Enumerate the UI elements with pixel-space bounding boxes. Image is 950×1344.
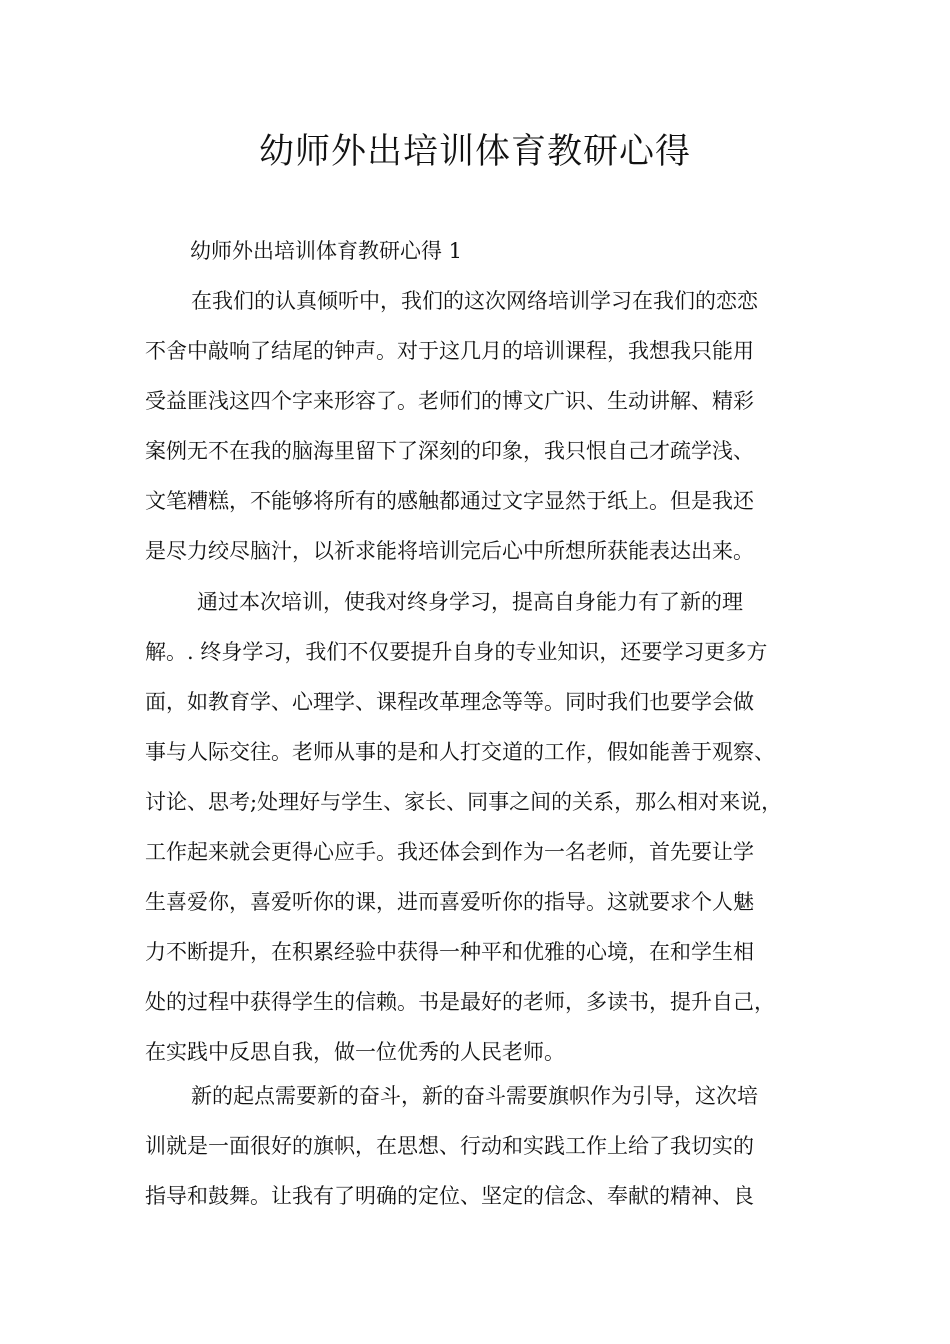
text-line: 在我们的认真倾听中，我们的这次网络培训学习在我们的恋恋 [191,289,758,313]
text-line: 解。. 终身学习，我们不仅要提升自身的专业知识，还要学习更多方 [145,640,768,664]
text-line: 文笔糟糕，不能够将所有的感触都通过文字显然于纸上。但是我还 [145,489,754,513]
text-line: 案例无不在我的脑海里留下了深刻的印象，我只恨自己才疏学浅、 [145,439,754,463]
text-line: 是尽力绞尽脑汁，以祈求能将培训完后心中所想所获能表达出来。 [145,539,754,563]
text-line: 不舍中敲响了结尾的钟声。对于这几月的培训课程，我想我只能用 [145,339,754,363]
text-line: 处的过程中获得学生的信赖。书是最好的老师，多读书，提升自己， [145,990,775,1014]
text-line: 新的起点需要新的奋斗，新的奋斗需要旗帜作为引导，这次培 [191,1084,758,1108]
paragraph-1 [145,276,825,576]
text-line: 事与人际交往。老师从事的是和人打交道的工作，假如能善于观察、 [145,740,775,764]
text-line: 在实践中反思自我，做一位优秀的人民老师。 [145,1040,565,1064]
text-line: 受益匪浅这四个字来形容了。老师们的博文广识、生动讲解、精彩 [145,389,754,413]
text-line: 力不断提升，在积累经验中获得一种平和优雅的心境，在和学生相 [145,940,754,964]
paragraph-3 [145,1071,825,1221]
text-line: 指导和鼓舞。让我有了明确的定位、坚定的信念、奉献的精神、良 [145,1184,754,1208]
paragraph-2 [145,577,825,1077]
text-line: 面，如教育学、心理学、课程改革理念等等。同时我们也要学会做 [145,690,754,714]
text-line: 生喜爱你，喜爱听你的课，进而喜爱听你的指导。这就要求个人魅 [145,890,754,914]
text-line: 讨论、思考;处理好与学生、家长、同事之间的关系，那么相对来说， [145,790,783,814]
text-line: 工作起来就会更得心应手。我还体会到作为一名老师，首先要让学 [145,840,754,864]
text-line: 通过本次培训，使我对终身学习，提高自身能力有了新的理 [197,590,743,614]
section-heading: 幼师外出培训体育教研心得 1 [190,239,463,263]
text-line: 训就是一面很好的旗帜，在思想、行动和实践工作上给了我切实的 [145,1134,754,1158]
document-title: 幼师外出培训体育教研心得 [258,132,691,172]
